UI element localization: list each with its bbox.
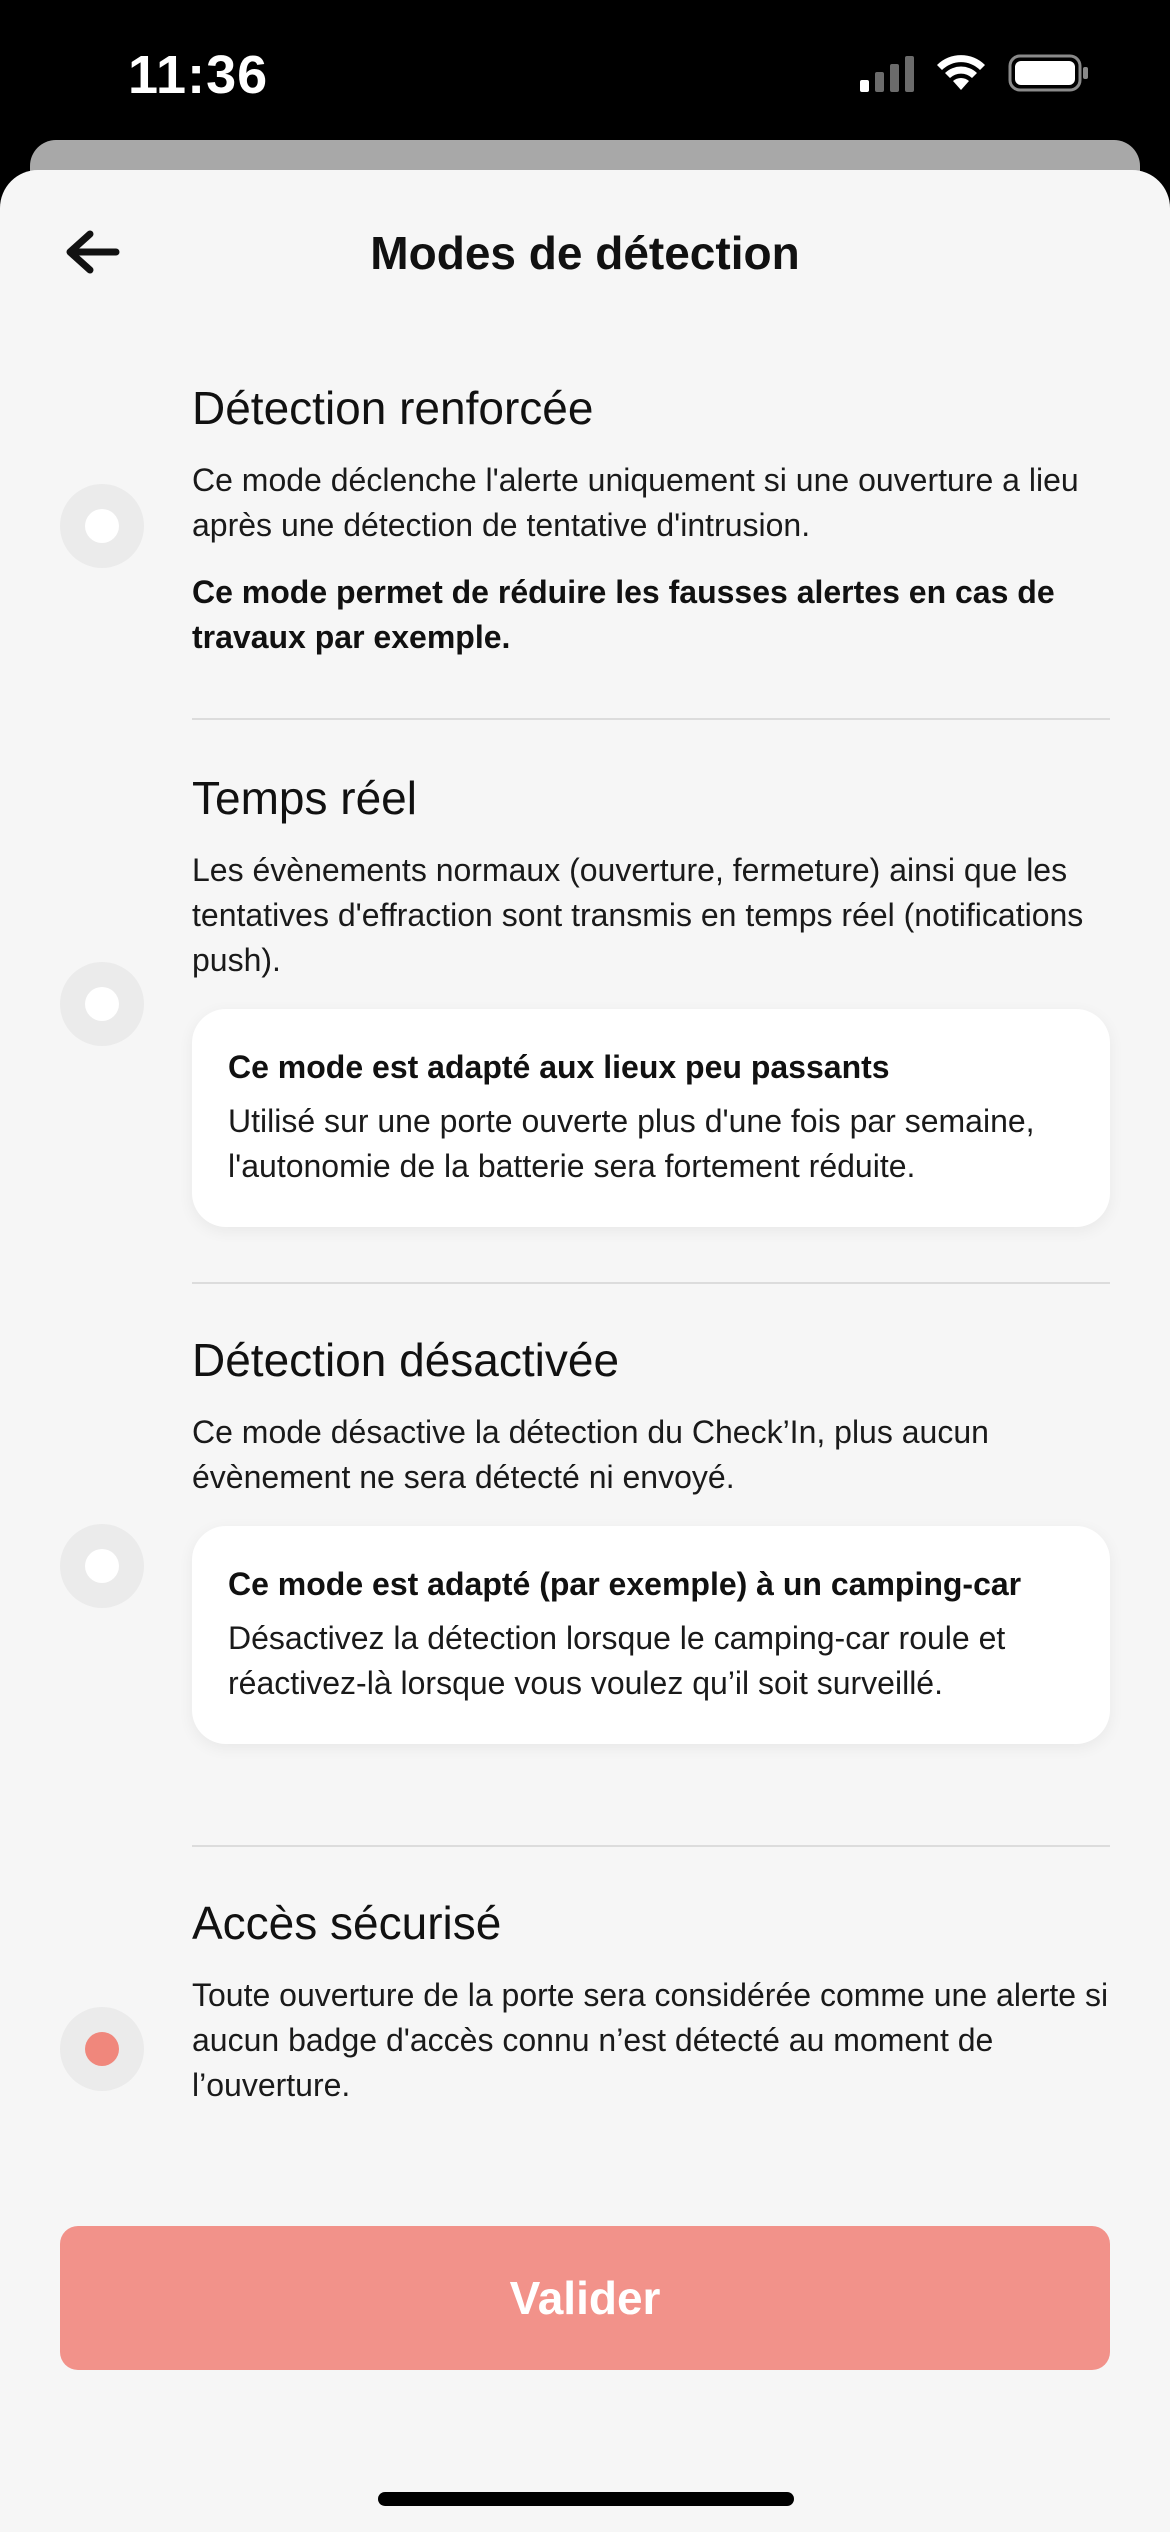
validate-button[interactable]: Valider [60, 2226, 1110, 2370]
option-description: Ce mode déclenche l'alerte uniquement si une ouverture a lieu après une détection de tentative d'intrusion. [192, 462, 1079, 543]
header [0, 170, 1170, 340]
status-time: 11:36 [128, 45, 269, 105]
option-description: Ce mode désactive la détection du Check’In, plus aucun évènement ne sera détecté ni envoyé. [192, 1414, 989, 1495]
radio-acces-securise[interactable] [60, 2007, 144, 2091]
option-title: Détection renforcée [192, 382, 594, 434]
status-bar [0, 0, 1170, 150]
battery-icon [1008, 54, 1090, 92]
info-card [192, 1009, 1110, 1227]
option-description: Toute ouverture de la porte sera considérée comme une alerte si aucun badge d'accès connu n’est détecté au moment de l’ouverture. [192, 1977, 1109, 2103]
status-icons [860, 54, 1090, 92]
radio-temps-reel[interactable] [60, 962, 144, 1046]
wifi-icon [936, 54, 986, 92]
option-body [192, 1332, 1110, 1744]
info-card-text: Utilisé sur une porte ouverte plus d'une fois par semaine, l'autonomie de la batterie sera fortement réduite. [228, 1103, 1035, 1184]
option-title: Détection désactivée [192, 1334, 620, 1386]
divider [192, 1845, 1110, 1847]
info-card [192, 1526, 1110, 1744]
option-description: Les évènements normaux (ouverture, fermeture) ainsi que les tentatives d'effraction sont transmis en temps réel (notifications push). [192, 852, 1084, 978]
option-title: Temps réel [192, 772, 417, 824]
signal-icon [860, 54, 914, 92]
option-body [192, 770, 1110, 1227]
page-title: Modes de détection [370, 227, 800, 279]
radio-detection-renforcee[interactable] [60, 484, 144, 568]
radio-detection-desactivee[interactable] [60, 1524, 144, 1608]
option-title: Accès sécurisé [192, 1897, 502, 1949]
home-indicator [378, 2492, 794, 2506]
divider [192, 1282, 1110, 1284]
info-card-text: Désactivez la détection lorsque le camping-car roule et réactivez-là lorsque vous voulez qu’il soit surveillé. [228, 1620, 1006, 1701]
info-card-title: Ce mode est adapté (par exemple) à un camping-car [228, 1566, 1022, 1602]
detection-modes-sheet [0, 170, 1170, 2532]
option-body [192, 1895, 1110, 2108]
info-card-title: Ce mode est adapté aux lieux peu passants [228, 1049, 890, 1085]
option-note: Ce mode permet de réduire les fausses alertes en cas de travaux par exemple. [192, 574, 1055, 655]
option-body [192, 380, 1110, 660]
divider [192, 718, 1110, 720]
